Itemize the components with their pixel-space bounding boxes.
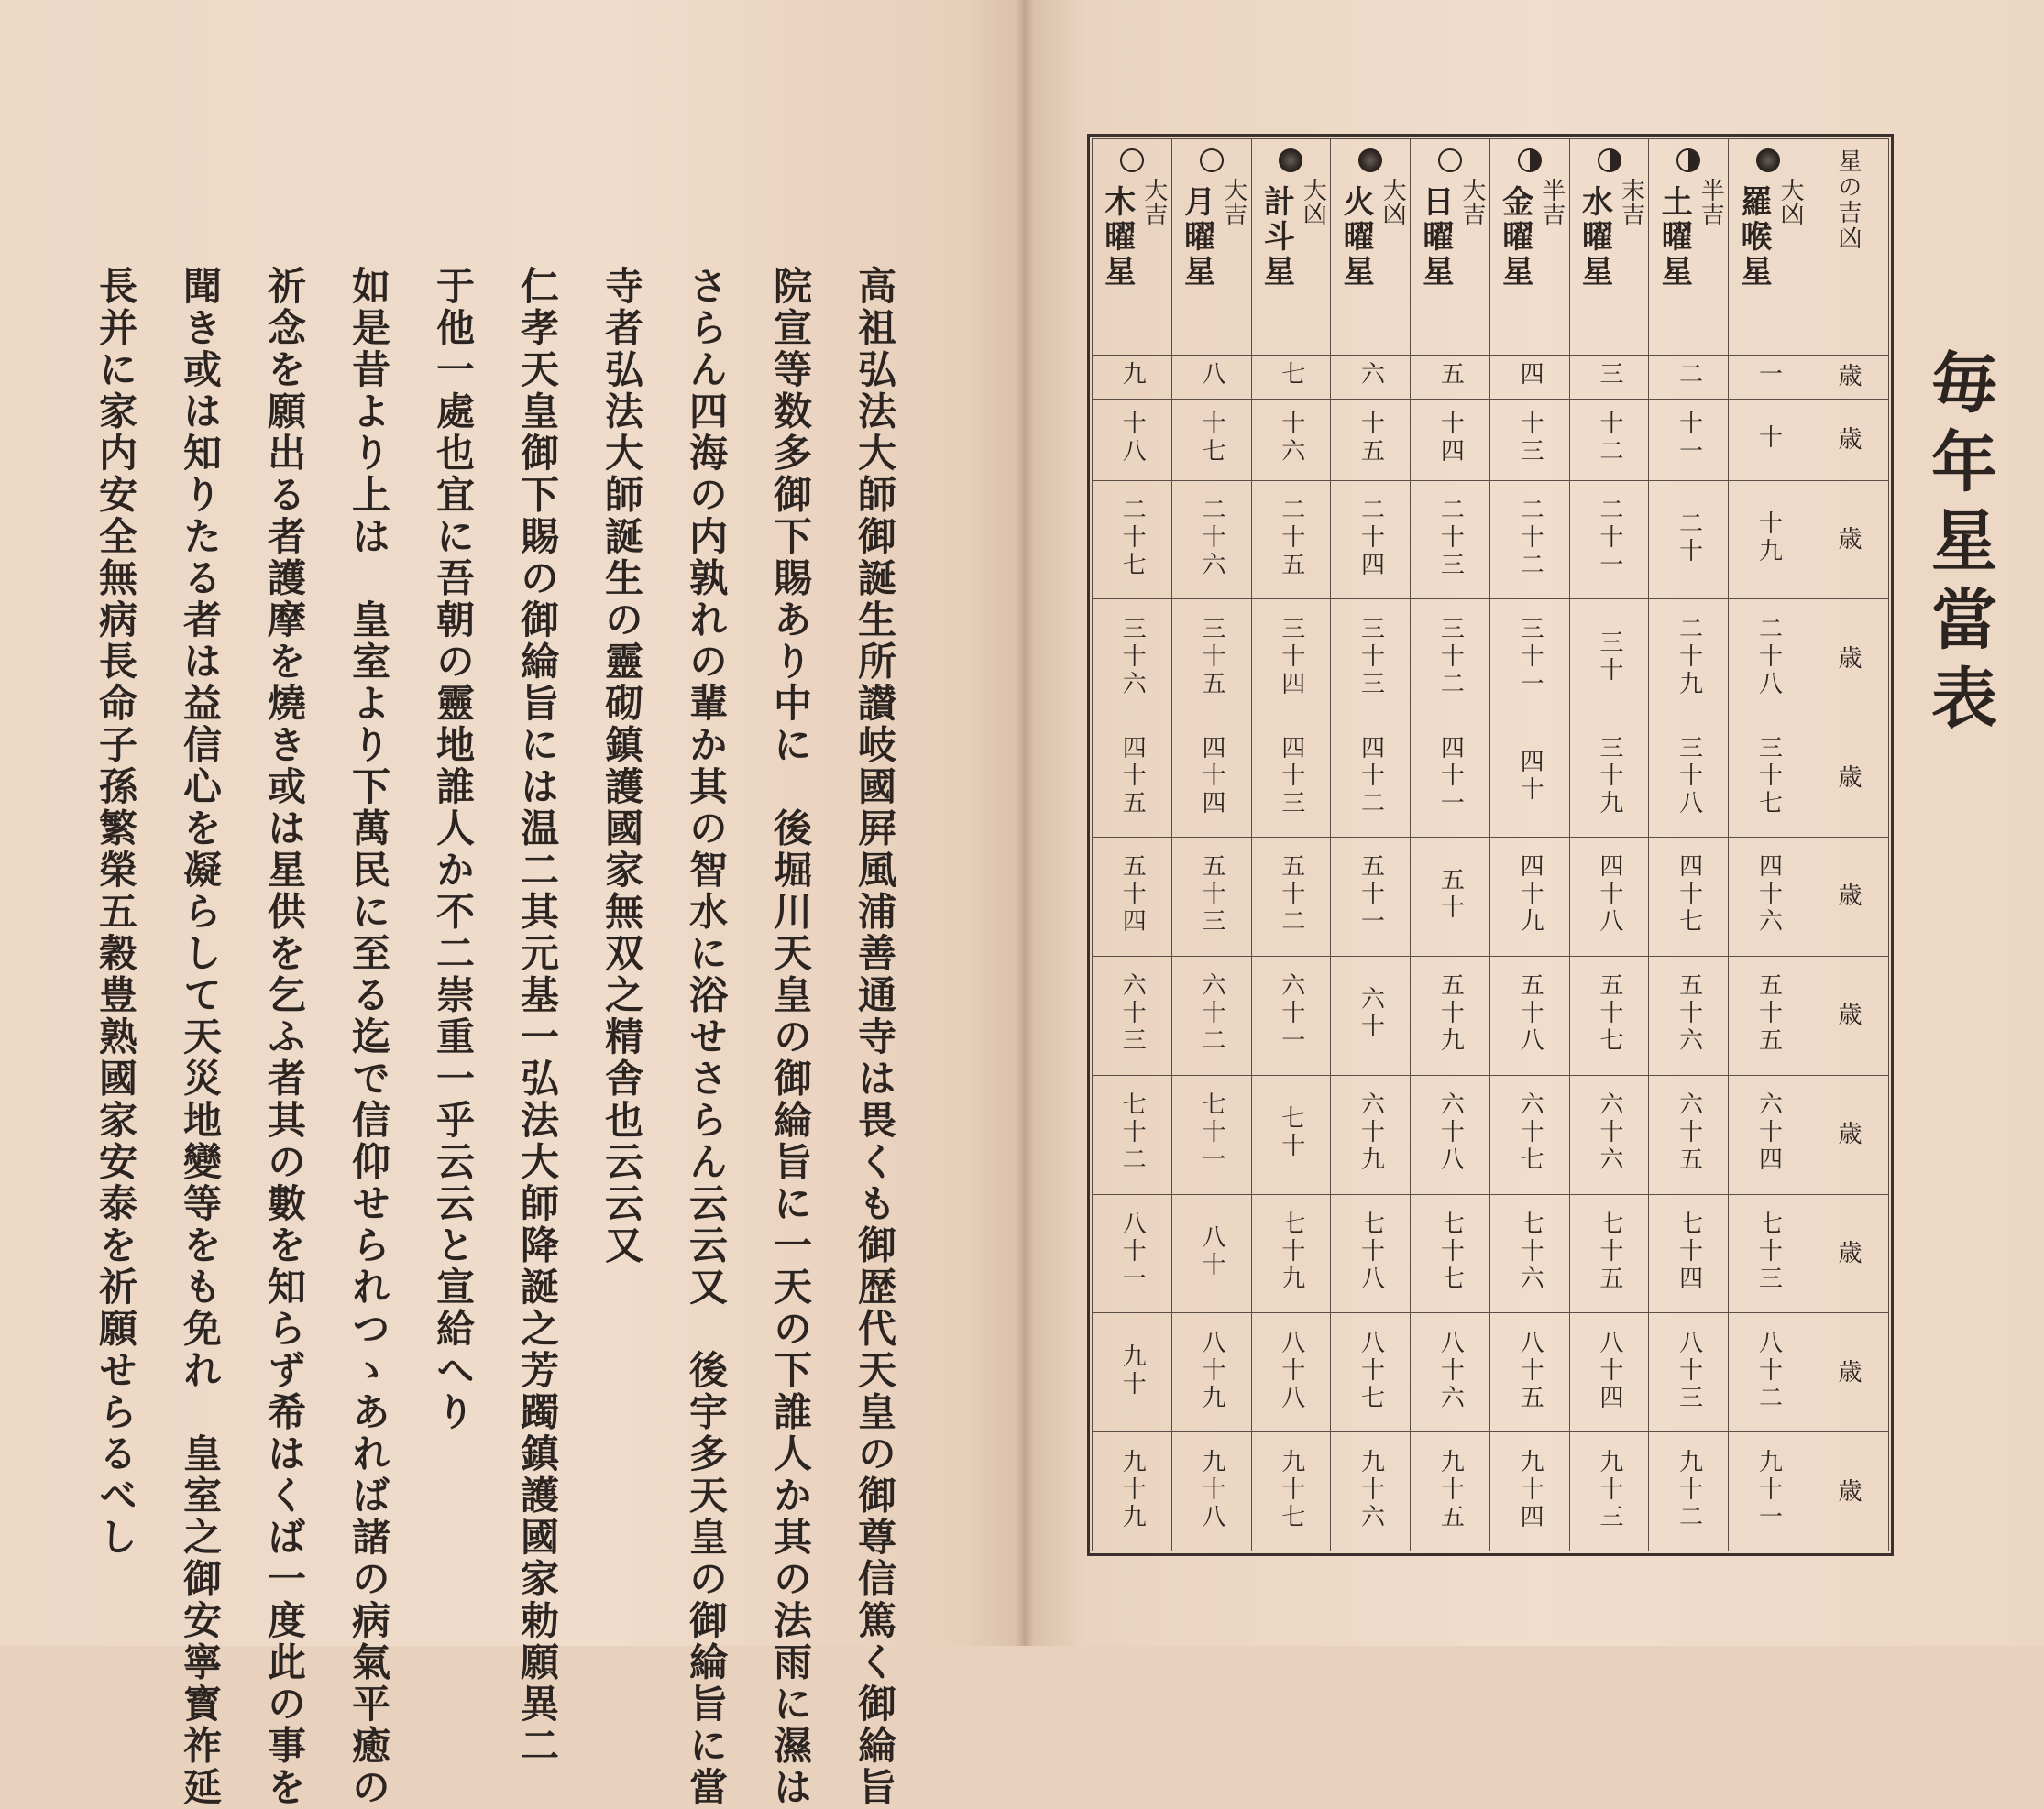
age-cell bbox=[1331, 1432, 1411, 1551]
left-page-body-text bbox=[73, 266, 917, 1809]
age-cell bbox=[1729, 1432, 1808, 1551]
star-name: 羅喉星 bbox=[1735, 185, 1773, 290]
age-value: 十四 bbox=[1436, 410, 1465, 466]
age-value: 十 bbox=[1754, 423, 1783, 452]
age-cell bbox=[1093, 1075, 1172, 1194]
table-row bbox=[1093, 718, 1889, 838]
age-cell bbox=[1171, 838, 1251, 957]
age-value: 七十四 bbox=[1675, 1210, 1703, 1293]
age-value: 十三 bbox=[1516, 410, 1544, 466]
text-line: 長并に家内安全無病長命子孫繁榮五穀豊熟國家安泰を祈願せらるべし bbox=[93, 266, 138, 1559]
age-value: 六十五 bbox=[1675, 1091, 1703, 1175]
star-symbol-icon bbox=[1279, 148, 1302, 172]
age-value: 五十 bbox=[1436, 867, 1465, 923]
age-value: 七十一 bbox=[1197, 1091, 1225, 1175]
age-value: 九十九 bbox=[1118, 1448, 1147, 1531]
star-age-table bbox=[1092, 138, 1889, 1551]
age-cell bbox=[1171, 399, 1251, 480]
age-value: 六十四 bbox=[1754, 1091, 1783, 1175]
star-symbol-icon bbox=[1518, 148, 1542, 172]
age-cell bbox=[1569, 399, 1649, 480]
age-value: 七十七 bbox=[1436, 1210, 1465, 1293]
page-title: 毎年星當表 bbox=[1920, 348, 1998, 742]
age-value: 三十九 bbox=[1595, 734, 1623, 817]
star-header-cell bbox=[1569, 139, 1649, 356]
star-symbol-icon bbox=[1598, 148, 1621, 172]
age-cell bbox=[1251, 1313, 1331, 1432]
age-value: 四十一 bbox=[1436, 734, 1465, 817]
age-value: 五十五 bbox=[1754, 972, 1783, 1056]
age-cell bbox=[1729, 356, 1808, 400]
age-cell bbox=[1489, 599, 1569, 718]
star-fortune: 末吉 bbox=[1617, 178, 1645, 225]
age-cell bbox=[1411, 356, 1490, 400]
age-value: 九十五 bbox=[1436, 1448, 1465, 1531]
age-cell bbox=[1411, 399, 1490, 480]
star-name: 火曜星 bbox=[1337, 185, 1375, 290]
age-value: 七十二 bbox=[1118, 1091, 1147, 1175]
age-value: 二十七 bbox=[1118, 497, 1147, 580]
age-cell bbox=[1729, 1075, 1808, 1194]
table-row bbox=[1093, 480, 1889, 599]
age-cell bbox=[1729, 718, 1808, 838]
age-value: 八十五 bbox=[1516, 1329, 1544, 1412]
age-value: 四十八 bbox=[1595, 853, 1623, 937]
text-line: 祈念を願出る者護摩を燒き或は星供を乞ふ者其の數を知らず希はくば一度此の事を bbox=[262, 266, 307, 1809]
age-cell bbox=[1649, 1075, 1729, 1194]
age-value: 三十一 bbox=[1516, 615, 1544, 698]
age-value: 四十三 bbox=[1277, 734, 1305, 817]
unit-label: 歳 bbox=[1834, 1121, 1863, 1146]
unit-cell bbox=[1808, 480, 1889, 599]
age-cell bbox=[1331, 718, 1411, 838]
star-symbol-icon bbox=[1756, 148, 1780, 172]
age-value: 九十二 bbox=[1675, 1448, 1703, 1531]
age-cell bbox=[1411, 838, 1490, 957]
age-value: 三十四 bbox=[1277, 615, 1305, 698]
age-cell bbox=[1729, 480, 1808, 599]
age-value: 五十九 bbox=[1436, 972, 1465, 1056]
unit-cell bbox=[1808, 599, 1889, 718]
star-fortune: 大凶 bbox=[1379, 178, 1407, 225]
age-cell bbox=[1093, 480, 1172, 599]
table-row bbox=[1093, 399, 1889, 480]
age-cell bbox=[1251, 1075, 1331, 1194]
age-cell bbox=[1093, 838, 1172, 957]
age-value: 二十九 bbox=[1675, 615, 1703, 698]
table-row bbox=[1093, 599, 1889, 718]
age-cell bbox=[1331, 956, 1411, 1075]
age-cell bbox=[1093, 718, 1172, 838]
age-value: 三十六 bbox=[1118, 615, 1147, 698]
age-cell bbox=[1729, 956, 1808, 1075]
unit-label: 歳 bbox=[1834, 425, 1863, 450]
age-value: 三十二 bbox=[1436, 615, 1465, 698]
age-cell bbox=[1331, 1194, 1411, 1313]
age-value: 三十八 bbox=[1675, 734, 1703, 817]
age-value: 七十八 bbox=[1357, 1210, 1385, 1293]
age-value: 三十三 bbox=[1357, 615, 1385, 698]
unit-label: 歳 bbox=[1834, 1002, 1863, 1026]
star-name: 水曜星 bbox=[1576, 185, 1613, 290]
age-value: 五十一 bbox=[1357, 853, 1385, 937]
age-cell bbox=[1171, 1075, 1251, 1194]
age-value: 十五 bbox=[1357, 410, 1385, 466]
age-value: 三十七 bbox=[1754, 734, 1783, 817]
age-value: 二十六 bbox=[1197, 497, 1225, 580]
age-value: 八十三 bbox=[1675, 1329, 1703, 1412]
text-line: さらん四海の内孰れの輩か其の智水に浴せさらん云云又 後宇多天皇の御綸旨に當 bbox=[684, 266, 729, 1809]
age-value: 九十一 bbox=[1754, 1448, 1783, 1531]
text-line: 寺者弘法大師誕生の靈砌鎮護國家無双之精舎也云云又 bbox=[599, 266, 644, 1266]
header-label-cell bbox=[1808, 139, 1889, 356]
age-cell bbox=[1649, 480, 1729, 599]
age-cell bbox=[1569, 356, 1649, 400]
age-value: 二十五 bbox=[1277, 497, 1305, 580]
star-symbol-icon bbox=[1120, 148, 1144, 172]
age-cell bbox=[1729, 838, 1808, 957]
age-value: 七 bbox=[1277, 361, 1305, 389]
age-cell bbox=[1569, 956, 1649, 1075]
age-cell bbox=[1171, 718, 1251, 838]
age-cell bbox=[1331, 599, 1411, 718]
unit-label: 歳 bbox=[1834, 526, 1863, 551]
age-cell bbox=[1411, 1432, 1490, 1551]
age-cell bbox=[1489, 1432, 1569, 1551]
unit-label: 歳 bbox=[1834, 1477, 1863, 1502]
text-line: 聞き或は知りたる者は益信心を凝らして天災地變等をも免れ 皇室之御安寧寳祚延 bbox=[178, 266, 223, 1809]
age-value: 八十七 bbox=[1357, 1329, 1385, 1412]
star-fortune: 大吉 bbox=[1457, 178, 1486, 225]
age-value: 五十六 bbox=[1675, 972, 1703, 1056]
star-fortune: 大凶 bbox=[1299, 178, 1327, 225]
age-cell bbox=[1649, 718, 1729, 838]
age-value: 二十二 bbox=[1516, 497, 1544, 580]
age-cell bbox=[1729, 399, 1808, 480]
star-name: 計斗星 bbox=[1258, 185, 1295, 290]
age-cell bbox=[1489, 480, 1569, 599]
age-cell bbox=[1489, 1313, 1569, 1432]
unit-cell bbox=[1808, 1194, 1889, 1313]
age-value: 十六 bbox=[1277, 410, 1305, 466]
age-value: 六十八 bbox=[1436, 1091, 1465, 1175]
age-value: 八十二 bbox=[1754, 1329, 1783, 1412]
table-row bbox=[1093, 956, 1889, 1075]
age-cell bbox=[1569, 599, 1649, 718]
age-value: 十一 bbox=[1675, 410, 1703, 466]
age-value: 二 bbox=[1675, 361, 1703, 389]
age-value: 九十六 bbox=[1357, 1448, 1385, 1531]
age-cell bbox=[1411, 1194, 1490, 1313]
age-cell bbox=[1251, 1432, 1331, 1551]
age-cell bbox=[1251, 1194, 1331, 1313]
star-header-cell bbox=[1729, 139, 1808, 356]
age-value: 八十八 bbox=[1277, 1329, 1305, 1412]
age-value: 四十七 bbox=[1675, 853, 1703, 937]
unit-cell bbox=[1808, 399, 1889, 480]
table-row bbox=[1093, 1194, 1889, 1313]
age-cell bbox=[1649, 1432, 1729, 1551]
star-symbol-icon bbox=[1438, 148, 1462, 172]
age-cell bbox=[1489, 838, 1569, 957]
age-value: 五十二 bbox=[1277, 853, 1305, 937]
age-cell bbox=[1489, 1194, 1569, 1313]
age-value: 四 bbox=[1516, 361, 1544, 389]
unit-label: 歳 bbox=[1834, 644, 1863, 669]
table-row bbox=[1093, 356, 1889, 400]
star-header-cell bbox=[1649, 139, 1729, 356]
unit-cell bbox=[1808, 356, 1889, 400]
text-line: 高祖弘法大師御誕生所讃岐國屛風浦善通寺は畏くも御歴代天皇の御尊信篤く御綸旨 bbox=[852, 266, 897, 1809]
age-cell bbox=[1489, 956, 1569, 1075]
age-value: 七十九 bbox=[1277, 1210, 1305, 1293]
star-fortune: 大凶 bbox=[1776, 178, 1805, 225]
age-cell bbox=[1093, 356, 1172, 400]
age-cell bbox=[1489, 356, 1569, 400]
age-value: 八十 bbox=[1197, 1223, 1225, 1279]
age-cell bbox=[1569, 718, 1649, 838]
age-cell bbox=[1411, 599, 1490, 718]
header-label: 星の吉凶 bbox=[1834, 148, 1863, 251]
age-cell bbox=[1093, 1313, 1172, 1432]
age-value: 七十三 bbox=[1754, 1210, 1783, 1293]
age-value: 四十五 bbox=[1118, 734, 1147, 817]
age-cell bbox=[1171, 1194, 1251, 1313]
age-value: 九十七 bbox=[1277, 1448, 1305, 1531]
age-value: 六十 bbox=[1357, 986, 1385, 1042]
star-header-cell bbox=[1251, 139, 1331, 356]
age-value: 三十 bbox=[1595, 629, 1623, 685]
star-header-cell bbox=[1489, 139, 1569, 356]
age-cell bbox=[1569, 480, 1649, 599]
age-value: 六 bbox=[1357, 361, 1385, 389]
age-cell bbox=[1569, 1075, 1649, 1194]
age-cell bbox=[1569, 1432, 1649, 1551]
age-value: 三十五 bbox=[1197, 615, 1225, 698]
age-value: 十八 bbox=[1118, 410, 1147, 466]
age-cell bbox=[1171, 599, 1251, 718]
star-header-cell bbox=[1411, 139, 1490, 356]
age-cell bbox=[1411, 1075, 1490, 1194]
age-value: 四十四 bbox=[1197, 734, 1225, 817]
age-cell bbox=[1649, 1194, 1729, 1313]
age-cell bbox=[1171, 480, 1251, 599]
text-line: 仁孝天皇御下賜の御綸旨には温二其元基一弘法大師降誕之芳躅鎮護國家勅願異二 bbox=[515, 266, 560, 1767]
star-symbol-icon bbox=[1200, 148, 1224, 172]
text-line: 如是昔より上は 皇室より下萬民に至る迄で信仰せられつゝあれば諸の病氣平癒の bbox=[346, 266, 391, 1809]
table-header-row bbox=[1093, 139, 1889, 356]
age-value: 五十三 bbox=[1197, 853, 1225, 937]
age-cell bbox=[1171, 1313, 1251, 1432]
star-fortune: 大吉 bbox=[1139, 178, 1168, 225]
age-value: 八十四 bbox=[1595, 1329, 1623, 1412]
star-fortune: 半吉 bbox=[1537, 178, 1566, 225]
age-cell bbox=[1649, 956, 1729, 1075]
age-value: 八十九 bbox=[1197, 1329, 1225, 1412]
age-value: 九十四 bbox=[1516, 1448, 1544, 1531]
text-line: 于他一處也宜に吾朝の靈地誰人か不二崇重一乎云云と宣給へり bbox=[431, 266, 476, 1433]
star-header-cell bbox=[1171, 139, 1251, 356]
age-cell bbox=[1331, 399, 1411, 480]
unit-cell bbox=[1808, 838, 1889, 957]
age-value: 四十九 bbox=[1516, 853, 1544, 937]
age-value: 六十一 bbox=[1277, 972, 1305, 1056]
book-gutter bbox=[1016, 0, 1034, 1646]
age-cell bbox=[1251, 599, 1331, 718]
age-value: 九十 bbox=[1118, 1343, 1147, 1398]
age-cell bbox=[1251, 356, 1331, 400]
age-value: 二十一 bbox=[1595, 497, 1623, 580]
age-value: 七十五 bbox=[1595, 1210, 1623, 1293]
unit-label: 歳 bbox=[1834, 1358, 1863, 1383]
age-cell bbox=[1489, 718, 1569, 838]
unit-label: 歳 bbox=[1834, 883, 1863, 907]
age-value: 一 bbox=[1754, 361, 1783, 389]
age-value: 八十一 bbox=[1118, 1210, 1147, 1293]
age-cell bbox=[1331, 480, 1411, 599]
age-cell bbox=[1569, 1313, 1649, 1432]
age-value: 六十七 bbox=[1516, 1091, 1544, 1175]
age-cell bbox=[1649, 838, 1729, 957]
age-value: 九 bbox=[1118, 361, 1147, 389]
star-name: 日曜星 bbox=[1416, 185, 1454, 290]
age-cell bbox=[1251, 399, 1331, 480]
age-cell bbox=[1251, 480, 1331, 599]
age-cell bbox=[1649, 356, 1729, 400]
age-cell bbox=[1093, 599, 1172, 718]
age-cell bbox=[1331, 838, 1411, 957]
age-cell bbox=[1729, 1194, 1808, 1313]
age-value: 三 bbox=[1595, 361, 1623, 389]
age-cell bbox=[1569, 838, 1649, 957]
age-cell bbox=[1093, 1432, 1172, 1551]
unit-label: 歳 bbox=[1834, 1239, 1863, 1264]
age-value: 五十八 bbox=[1516, 972, 1544, 1056]
age-value: 二十 bbox=[1675, 510, 1703, 566]
table-row bbox=[1093, 1313, 1889, 1432]
age-cell bbox=[1411, 480, 1490, 599]
age-cell bbox=[1251, 956, 1331, 1075]
age-cell bbox=[1489, 399, 1569, 480]
star-name: 金曜星 bbox=[1496, 185, 1533, 290]
star-symbol-icon bbox=[1358, 148, 1382, 172]
age-cell bbox=[1729, 599, 1808, 718]
age-value: 六十三 bbox=[1118, 972, 1147, 1056]
age-cell bbox=[1489, 1075, 1569, 1194]
age-value: 五十四 bbox=[1118, 853, 1147, 937]
unit-cell bbox=[1808, 956, 1889, 1075]
unit-label: 歳 bbox=[1834, 363, 1863, 388]
age-value: 七十六 bbox=[1516, 1210, 1544, 1293]
age-value: 四十二 bbox=[1357, 734, 1385, 817]
age-cell bbox=[1251, 718, 1331, 838]
age-cell bbox=[1331, 356, 1411, 400]
age-cell bbox=[1649, 399, 1729, 480]
age-cell bbox=[1171, 356, 1251, 400]
age-cell bbox=[1331, 1075, 1411, 1194]
age-value: 八十六 bbox=[1436, 1329, 1465, 1412]
age-cell bbox=[1171, 1432, 1251, 1551]
age-cell bbox=[1649, 1313, 1729, 1432]
age-cell bbox=[1171, 956, 1251, 1075]
age-value: 九十三 bbox=[1595, 1448, 1623, 1531]
table-row bbox=[1093, 1075, 1889, 1194]
age-cell bbox=[1093, 1194, 1172, 1313]
table-row bbox=[1093, 838, 1889, 957]
star-header-cell bbox=[1093, 139, 1172, 356]
age-cell bbox=[1093, 399, 1172, 480]
unit-label: 歳 bbox=[1834, 763, 1863, 788]
star-header-cell bbox=[1331, 139, 1411, 356]
age-cell bbox=[1251, 838, 1331, 957]
star-symbol-icon bbox=[1676, 148, 1700, 172]
age-value: 四十 bbox=[1516, 748, 1544, 804]
star-fortune: 大吉 bbox=[1219, 178, 1247, 225]
age-value: 八 bbox=[1197, 361, 1225, 389]
age-value: 二十三 bbox=[1436, 497, 1465, 580]
age-value: 十七 bbox=[1197, 410, 1225, 466]
age-value: 七十 bbox=[1277, 1105, 1305, 1161]
age-value: 五 bbox=[1436, 361, 1465, 389]
age-value: 二十八 bbox=[1754, 615, 1783, 698]
star-name: 木曜星 bbox=[1098, 185, 1136, 290]
unit-cell bbox=[1808, 718, 1889, 838]
age-value: 十九 bbox=[1754, 510, 1783, 566]
age-value: 二十四 bbox=[1357, 497, 1385, 580]
age-cell bbox=[1729, 1313, 1808, 1432]
star-fortune: 半吉 bbox=[1697, 178, 1725, 225]
age-cell bbox=[1411, 718, 1490, 838]
age-value: 十二 bbox=[1595, 410, 1623, 466]
age-value: 九十八 bbox=[1197, 1448, 1225, 1531]
age-value: 四十六 bbox=[1754, 853, 1783, 937]
unit-cell bbox=[1808, 1313, 1889, 1432]
age-value: 六十六 bbox=[1595, 1091, 1623, 1175]
age-cell bbox=[1331, 1313, 1411, 1432]
unit-cell bbox=[1808, 1432, 1889, 1551]
star-name: 月曜星 bbox=[1178, 185, 1215, 290]
table-row bbox=[1093, 1432, 1889, 1551]
age-value: 六十二 bbox=[1197, 972, 1225, 1056]
unit-cell bbox=[1808, 1075, 1889, 1194]
age-cell bbox=[1649, 599, 1729, 718]
text-line: 院宣等数多御下賜あり中に 後堀川天皇の御綸旨に一天の下誰人か其の法雨に濕は bbox=[768, 266, 813, 1809]
age-value: 六十九 bbox=[1357, 1091, 1385, 1175]
star-name: 土曜星 bbox=[1655, 185, 1693, 290]
age-cell bbox=[1093, 956, 1172, 1075]
age-cell bbox=[1411, 1313, 1490, 1432]
age-cell bbox=[1411, 956, 1490, 1075]
age-value: 五十七 bbox=[1595, 972, 1623, 1056]
age-cell bbox=[1569, 1194, 1649, 1313]
